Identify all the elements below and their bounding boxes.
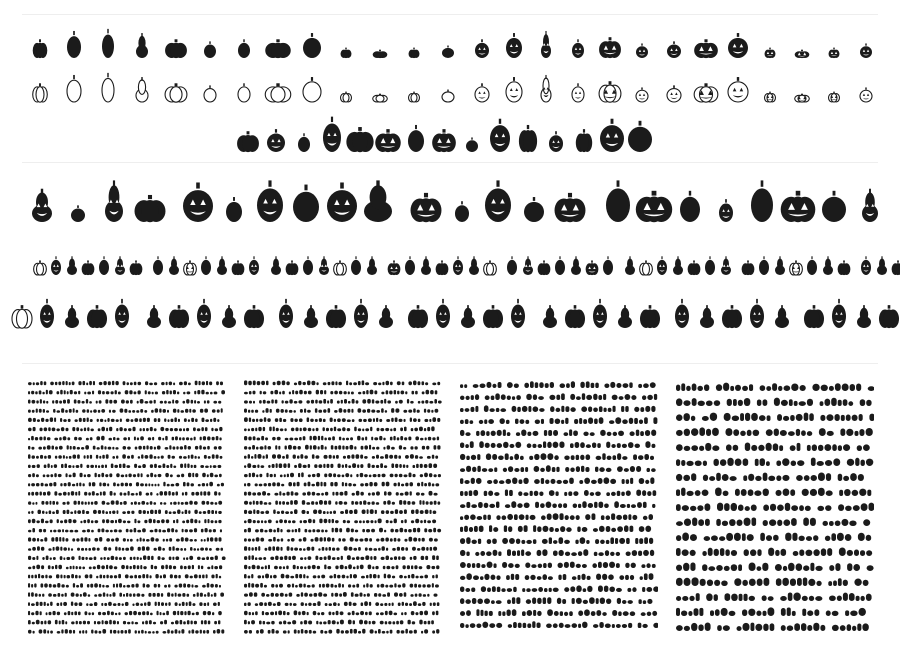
pumpkin-icon xyxy=(341,92,352,102)
specimen-paragraph-medium xyxy=(458,376,658,638)
pumpkin-icon xyxy=(485,180,511,222)
pumpkin-icon xyxy=(169,256,179,275)
pumpkin-icon xyxy=(765,48,776,58)
pumpkin-icon xyxy=(555,256,565,275)
pumpkin-icon xyxy=(775,305,789,328)
pumpkin-icon xyxy=(217,256,227,275)
pumpkin-icon xyxy=(657,256,667,275)
pumpkin-icon xyxy=(442,90,454,102)
showcase-line-small xyxy=(34,256,900,275)
pumpkin-icon xyxy=(571,256,581,275)
pumpkin-icon xyxy=(32,189,52,222)
pumpkin-icon xyxy=(555,193,586,222)
pumpkin-icon xyxy=(405,256,415,275)
pumpkin-icon xyxy=(461,305,475,328)
specimen-paragraph-small xyxy=(26,376,226,638)
pumpkin-icon xyxy=(303,33,321,58)
jack-o-lantern-icon xyxy=(628,121,652,152)
pumpkin-icon xyxy=(265,83,290,102)
pumpkin-icon xyxy=(33,83,48,102)
pumpkin-icon xyxy=(829,48,840,58)
pumpkin-icon xyxy=(603,256,613,275)
pumpkin-icon xyxy=(453,256,463,275)
pumpkin-icon xyxy=(201,256,211,275)
pumpkin-icon xyxy=(34,260,47,275)
pumpkin-icon xyxy=(625,256,635,275)
pumpkin-icon xyxy=(147,305,161,328)
jack-o-lantern-icon xyxy=(490,119,510,152)
pumpkin-icon xyxy=(165,83,187,102)
pumpkin-icon xyxy=(599,37,621,58)
pumpkin-icon xyxy=(51,256,61,275)
pumpkin-icon xyxy=(680,191,700,222)
pumpkin-icon xyxy=(409,92,420,102)
pumpkin-icon xyxy=(304,305,318,328)
pumpkin-icon xyxy=(606,180,630,222)
pumpkin-icon xyxy=(862,189,878,222)
pumpkin-icon xyxy=(636,191,672,222)
showcase-line-medium xyxy=(12,299,899,328)
specimen-paragraph-small-2 xyxy=(242,376,442,638)
pumpkin-icon xyxy=(506,77,522,102)
pumpkin-icon xyxy=(286,260,299,275)
pumpkin-icon xyxy=(136,77,148,102)
pumpkin-icon xyxy=(271,256,281,275)
jack-o-lantern-icon xyxy=(267,129,285,152)
jack-o-lantern-icon xyxy=(408,125,424,152)
pumpkin-icon xyxy=(67,256,77,275)
pumpkin-icon xyxy=(354,299,368,328)
specimen-paragraph-large xyxy=(674,376,874,638)
pumpkin-icon xyxy=(694,39,718,58)
pumpkin-icon xyxy=(197,299,211,328)
jack-o-lantern-icon xyxy=(346,127,373,152)
pumpkin-icon xyxy=(523,256,533,275)
pumpkin-icon xyxy=(877,256,887,275)
pumpkin-icon xyxy=(326,305,346,328)
pumpkin-icon xyxy=(244,305,264,328)
pumpkin-icon xyxy=(65,305,79,328)
pumpkin-icon xyxy=(455,201,469,222)
pumpkin-icon xyxy=(781,191,816,222)
pumpkin-icon xyxy=(379,305,393,328)
pumpkin-icon xyxy=(565,305,585,328)
pumpkin-icon xyxy=(728,33,748,58)
pumpkin-icon xyxy=(303,77,321,102)
pumpkin-icon xyxy=(40,299,54,328)
pumpkin-icon xyxy=(475,39,489,58)
pumpkin-icon xyxy=(759,256,769,275)
pumpkin-icon xyxy=(303,256,313,275)
jack-o-lantern-icon xyxy=(576,129,592,152)
showcase-line-large xyxy=(32,180,878,222)
pumpkin-icon xyxy=(442,46,454,58)
pumpkin-icon xyxy=(541,75,551,102)
pumpkin-icon xyxy=(388,260,401,275)
pumpkin-icon xyxy=(636,87,648,102)
pumpkin-icon xyxy=(700,305,714,328)
pumpkin-icon xyxy=(411,193,442,222)
pumpkin-icon xyxy=(71,205,85,222)
pumpkin-icon xyxy=(136,33,148,58)
pumpkin-icon xyxy=(169,305,189,328)
pumpkin-icon xyxy=(636,43,648,58)
pumpkin-icon xyxy=(507,256,517,275)
pumpkin-icon xyxy=(823,256,833,275)
outline-glyph-row xyxy=(33,73,872,102)
pumpkin-icon xyxy=(728,77,748,102)
pumpkin-icon xyxy=(829,92,840,102)
pumpkin-icon xyxy=(115,299,129,328)
pumpkin-icon xyxy=(373,94,388,102)
pumpkin-icon xyxy=(538,260,551,275)
pumpkin-icon xyxy=(184,260,197,275)
pumpkin-icon xyxy=(373,50,388,58)
pumpkin-icon xyxy=(367,256,377,275)
pumpkin-icon xyxy=(102,29,114,58)
pumpkin-icon xyxy=(750,299,764,328)
pumpkin-icon xyxy=(705,256,715,275)
pumpkin-icon xyxy=(421,256,431,275)
jack-o-lantern-icon xyxy=(600,119,624,152)
jack-o-lantern-icon xyxy=(298,133,310,152)
pumpkin-icon xyxy=(105,180,123,222)
pumpkin-icon xyxy=(790,260,803,275)
pumpkin-icon xyxy=(130,260,143,275)
pumpkin-icon xyxy=(153,256,163,275)
pumpkin-icon xyxy=(667,85,681,102)
pumpkin-icon xyxy=(618,305,632,328)
pumpkin-icon xyxy=(688,260,701,275)
pumpkin-icon xyxy=(257,180,283,222)
pumpkin-icon xyxy=(892,260,900,275)
pumpkin-icon xyxy=(165,39,187,58)
pumpkin-icon xyxy=(249,256,259,275)
pumpkin-icon xyxy=(572,83,584,102)
pumpkin-icon xyxy=(640,305,660,328)
pumpkin-icon xyxy=(226,197,242,222)
pumpkin-icon xyxy=(742,260,755,275)
jack-o-lantern-icon xyxy=(466,137,478,152)
pumpkin-icon xyxy=(238,83,250,102)
jack-o-lantern-icon xyxy=(519,125,537,152)
pumpkin-icon xyxy=(204,41,216,58)
pumpkin-icon xyxy=(838,260,851,275)
pumpkin-icon xyxy=(673,256,683,275)
pumpkin-icon xyxy=(334,260,347,275)
pumpkin-icon xyxy=(861,256,871,275)
pumpkin-icon xyxy=(599,81,621,102)
pumpkin-icon xyxy=(135,195,166,222)
pumpkin-icon xyxy=(436,260,449,275)
pumpkin-icon xyxy=(506,33,522,58)
pumpkin-icon xyxy=(586,260,599,275)
pumpkin-icon xyxy=(857,305,871,328)
pumpkin-icon xyxy=(67,31,81,58)
pumpkin-icon xyxy=(593,299,607,328)
pumpkin-icon xyxy=(319,256,329,275)
pumpkin-icon xyxy=(640,260,653,275)
pumpkin-icon xyxy=(543,305,557,328)
pumpkin-icon xyxy=(87,305,107,328)
pumpkin-icon xyxy=(807,256,817,275)
pumpkin-icon xyxy=(719,199,733,222)
pumpkin-icon xyxy=(667,41,681,58)
pumpkin-icon xyxy=(694,83,718,102)
pumpkin-icon xyxy=(832,299,846,328)
pumpkin-icon xyxy=(115,256,125,275)
pumpkin-icon xyxy=(67,75,81,102)
jack-o-lantern-icon xyxy=(375,129,400,152)
solid-glyph-row xyxy=(33,29,872,58)
pumpkin-icon xyxy=(408,305,428,328)
pumpkin-icon xyxy=(879,305,899,328)
pumpkin-icon xyxy=(265,39,290,58)
pumpkin-icon xyxy=(795,94,810,102)
pumpkin-icon xyxy=(232,260,245,275)
pumpkin-icon xyxy=(775,256,785,275)
jack-o-lantern-icon xyxy=(323,117,341,152)
pumpkin-icon xyxy=(860,87,872,102)
pumpkin-icon xyxy=(436,299,450,328)
pumpkin-icon xyxy=(33,39,48,58)
pumpkin-icon xyxy=(483,305,503,328)
pumpkin-icon xyxy=(409,48,420,58)
pumpkin-icon xyxy=(82,260,95,275)
pumpkin-icon xyxy=(222,305,236,328)
pumpkin-icon xyxy=(751,180,773,222)
pumpkin-icon xyxy=(511,299,525,328)
pumpkin-icon xyxy=(351,256,361,275)
pumpkin-icon xyxy=(341,48,352,58)
pumpkin-icon xyxy=(12,305,32,328)
pumpkin-icon xyxy=(822,191,846,222)
pumpkin-icon xyxy=(765,92,776,102)
pumpkin-icon xyxy=(675,299,689,328)
pumpkin-icon xyxy=(484,260,497,275)
pumpkin-icon xyxy=(238,39,250,58)
pumpkin-icon xyxy=(293,185,319,222)
pumpkin-icon xyxy=(279,299,293,328)
pumpkin-icon xyxy=(364,180,392,222)
pumpkin-icon xyxy=(722,305,742,328)
pumpkin-icon xyxy=(469,256,479,275)
pumpkin-icon xyxy=(541,31,551,58)
pumpkin-icon xyxy=(804,305,824,328)
pumpkin-icon xyxy=(475,83,489,102)
pumpkin-icon xyxy=(795,50,810,58)
jack-o-lantern-glyph-row xyxy=(237,117,652,153)
pumpkin-icon xyxy=(102,73,114,102)
pumpkin-icon xyxy=(204,85,216,102)
pumpkin-icon xyxy=(183,182,213,222)
jack-o-lantern-icon xyxy=(237,131,259,152)
pumpkin-icon xyxy=(524,197,544,222)
jack-o-lantern-icon xyxy=(432,129,456,152)
jack-o-lantern-icon xyxy=(549,131,563,152)
pumpkin-icon xyxy=(721,256,731,275)
pumpkin-icon xyxy=(860,43,872,58)
pumpkin-icon xyxy=(99,256,109,275)
pumpkin-icon xyxy=(327,182,357,222)
pumpkin-icon xyxy=(572,39,584,58)
